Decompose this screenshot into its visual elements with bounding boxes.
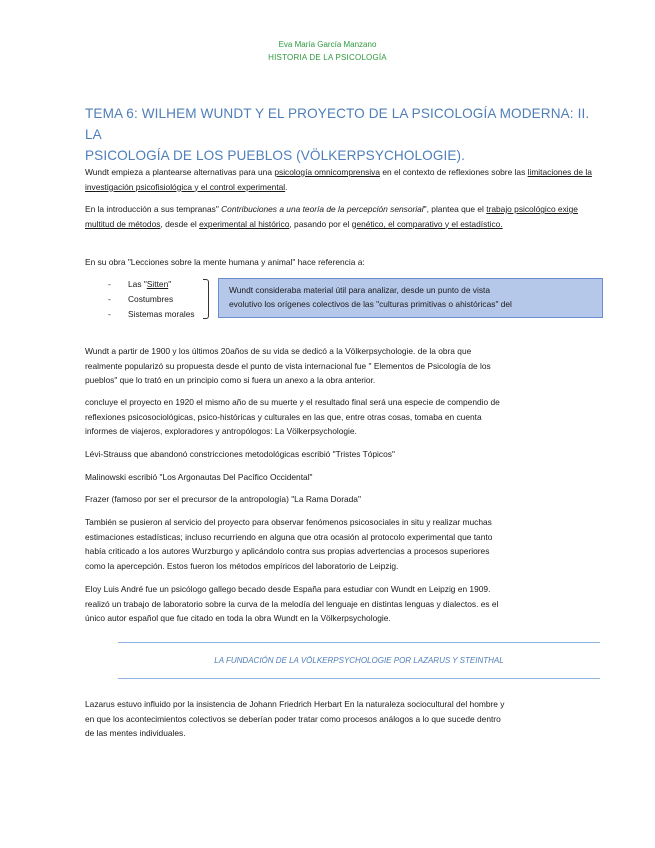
item1-underlined: Sitten <box>146 279 169 289</box>
paragraph-2 <box>85 202 597 231</box>
paragraph-3: En su obra "Lecciones sobre la mente humana y animal" hace referencia a: <box>85 257 365 267</box>
callout-line-1: Wundt consideraba material útil para analizar, desde un punto de vista <box>229 285 491 295</box>
p2-text-c: , desde el <box>160 218 200 229</box>
bullet: - <box>108 279 111 289</box>
p1-underline-1: psicología omnicomprensiva <box>274 167 381 177</box>
p10-line-1: Eloy Luis André fue un psicólogo gallego becado desde España para estudiar con Wundt en Leipzig en 1909. <box>85 584 491 594</box>
p10-line-3: único autor español que fue citado en toda la obra Wundt en la Völkerpsychologie. <box>85 613 391 624</box>
paragraph-6: Lévi-Strauss que abandonó constricciones metodológicas escribió "Tristes Tópicos" <box>85 449 395 459</box>
p2-text-b: ", plantea que el <box>423 204 487 214</box>
p4-line-3: pueblos" que lo trató en un principio como si fuera un anexo a la obra anterior. <box>85 375 376 386</box>
p11-line-3: de las mentes individuales. <box>85 728 186 739</box>
callout-line-2: evolutivo los orígenes colectivos de las "culturas primitivas o ahistóricas" del <box>229 299 512 309</box>
section-divider-top <box>118 642 600 643</box>
paragraph-5 <box>85 395 597 439</box>
p2-italic: Contribuciones a una teoría de la percepción sensorial <box>221 204 424 214</box>
p4-line-2: realmente popularizó su propuesta desde el punto de vista internacional fue " Elementos de Psicología de los <box>85 360 491 371</box>
p5-line-1: concluye el proyecto en 1920 el mismo año de su muerte y el resultado final será una especie de compendio de <box>85 397 500 407</box>
item3-label: Sistemas morales <box>128 308 195 319</box>
p9-line-3: había criticado a los autores Wurzburgo y aplicándolo contra sus propias advertencias a procesos superiores <box>85 546 490 557</box>
p2-underline-1: trabajo psicológico exige multitud de métodos <box>85 204 578 229</box>
item2-label: Costumbres <box>128 293 174 304</box>
p1-text-b: en el contexto de reflexiones sobre las <box>380 167 528 177</box>
list-item <box>108 307 195 322</box>
paragraph-9 <box>85 515 597 573</box>
p5-line-2: reflexiones psicosociológicas, psico-históricas y culturales en las que, entre otras cosas, tomaba en cuenta <box>85 411 482 422</box>
paragraph-8: Frazer (famoso por ser el precursor de la antropología) "La Rama Dorada" <box>85 494 361 504</box>
page-title <box>85 103 605 166</box>
title-line-2: PSICOLOGÍA DE LOS PUEBLOS (VÖLKERPSYCHOLOGIE). <box>85 148 466 163</box>
p2-underline-2: experimental al histórico <box>199 218 290 229</box>
concept-list <box>108 277 195 321</box>
item1-pre: Las " <box>128 279 147 289</box>
p9-line-4: como la apercepción. Estos fueron los métodos empíricos del laboratorio de Leipzig. <box>85 560 399 571</box>
bullet: - <box>108 293 111 304</box>
page-header <box>0 38 655 64</box>
p1-underline-2: limitaciones de la investigación psicofisiológica y el control experimental <box>85 167 592 192</box>
p2-underline-3: genético, el comparativo y el estadístico. <box>351 218 503 229</box>
p11-line-2: en que los acontecimientos colectivos se deberían poder tratar como procesos análogos a lo que sucede dentro <box>85 713 501 724</box>
p1-text-c: . <box>285 181 288 192</box>
brace-bracket <box>203 279 209 319</box>
paragraph-7: Malinowski escribió "Los Argonautas Del Pacífico Occidental" <box>85 472 313 482</box>
paragraph-4 <box>85 344 597 388</box>
item1-post: " <box>168 279 172 289</box>
p5-line-3: informes de viajeros, exploradores y antropólogos: La Völkerpsychologie. <box>85 426 357 437</box>
course-title: HISTORIA DE LA PSICOLOGÍA <box>268 53 387 62</box>
list-item <box>108 277 195 292</box>
callout-box <box>218 278 603 318</box>
p11-line-1: Lazarus estuvo influido por la insistencia de Johann Friedrich Herbart En la naturaleza sociocultural del hombre y <box>85 699 505 709</box>
list-item <box>108 292 195 307</box>
p2-text-a: En la introducción a sus tempranas" <box>85 204 222 214</box>
author-name: Eva María García Manzano <box>278 40 377 49</box>
paragraph-10 <box>85 582 597 626</box>
p9-line-2: estimaciones estadísticas; incluso recurriendo en alguna que otra ocasión al protocolo experimental que tanto <box>85 531 493 542</box>
p2-text-d: , pasando por el <box>289 218 352 229</box>
title-line-1: TEMA 6: WILHEM WUNDT Y EL PROYECTO DE LA PSICOLOGÍA MODERNA: II. LA <box>85 106 590 142</box>
section-heading: LA FUNDACIÓN DE LA VÖLKERPSYCHOLOGIE POR LAZARUS Y STEINTHAL <box>214 656 504 665</box>
p4-line-1: Wundt a partir de 1900 y los últimos 20años de su vida se dedicó a la Völkerpsychologie. de la obra que <box>85 346 472 356</box>
section-divider-bottom <box>118 678 600 679</box>
p1-text-a: Wundt empieza a plantearse alternativas para una <box>85 167 275 177</box>
paragraph-1 <box>85 165 597 194</box>
p10-line-2: realizó un trabajo de laboratorio sobre la curva de la melodía del lenguaje en distintas lenguas y dialectos. es el <box>85 598 499 609</box>
p9-line-1: También se pusieron al servicio del proyecto para observar fenómenos psicosociales in situ y realizar muchas <box>85 517 492 527</box>
paragraph-11 <box>85 697 597 741</box>
bullet: - <box>108 308 111 319</box>
